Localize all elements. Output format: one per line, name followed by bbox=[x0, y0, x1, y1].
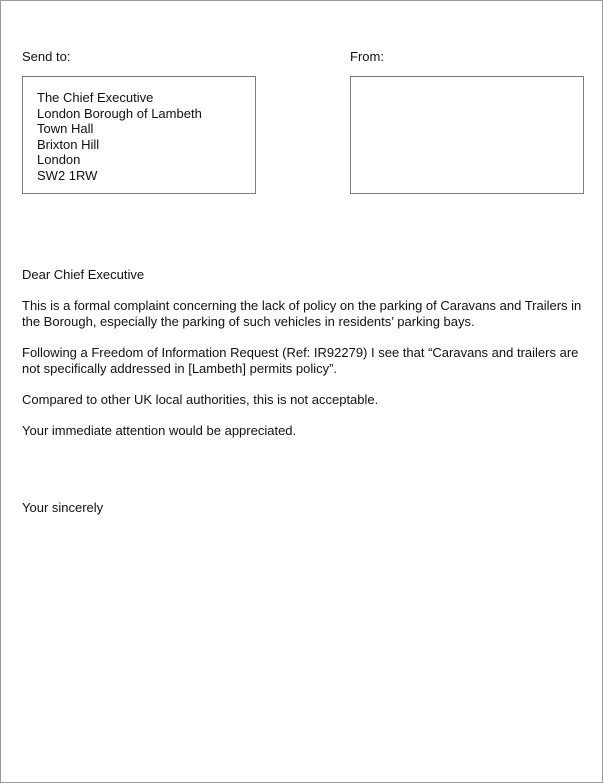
send-to-line: London Borough of Lambeth bbox=[37, 105, 202, 121]
send-to-label: Send to: bbox=[22, 49, 71, 64]
paragraph-foi-request: Following a Freedom of Information Request (Ref: IR92279) I see that “Caravans and trailers are not specifically addressed in [Lambeth] permits policy”. bbox=[22, 345, 579, 376]
closing: Your sincerely bbox=[22, 500, 104, 515]
paragraph-comparison: Compared to other UK local authorities, this is not acceptable. bbox=[22, 392, 379, 407]
send-to-line: Brixton Hill bbox=[37, 136, 100, 152]
paragraph-complaint: This is a formal complaint concerning the lack of policy on the parking of Caravans and Trailers in the Borough, especially the parking of such vehicles in residents’ parking bays. bbox=[22, 298, 582, 329]
salutation: Dear Chief Executive bbox=[22, 267, 145, 282]
send-to-address bbox=[37, 90, 202, 184]
from-address-box bbox=[350, 76, 584, 194]
send-to-line: Town Hall bbox=[37, 121, 94, 137]
paragraph-attention: Your immediate attention would be appreciated. bbox=[22, 423, 297, 438]
send-to-line: SW2 1RW bbox=[37, 167, 98, 183]
send-to-line: London bbox=[37, 152, 81, 168]
send-to-line: The Chief Executive bbox=[37, 90, 154, 105]
send-to-address-box bbox=[22, 76, 256, 194]
from-label: From: bbox=[350, 49, 384, 64]
